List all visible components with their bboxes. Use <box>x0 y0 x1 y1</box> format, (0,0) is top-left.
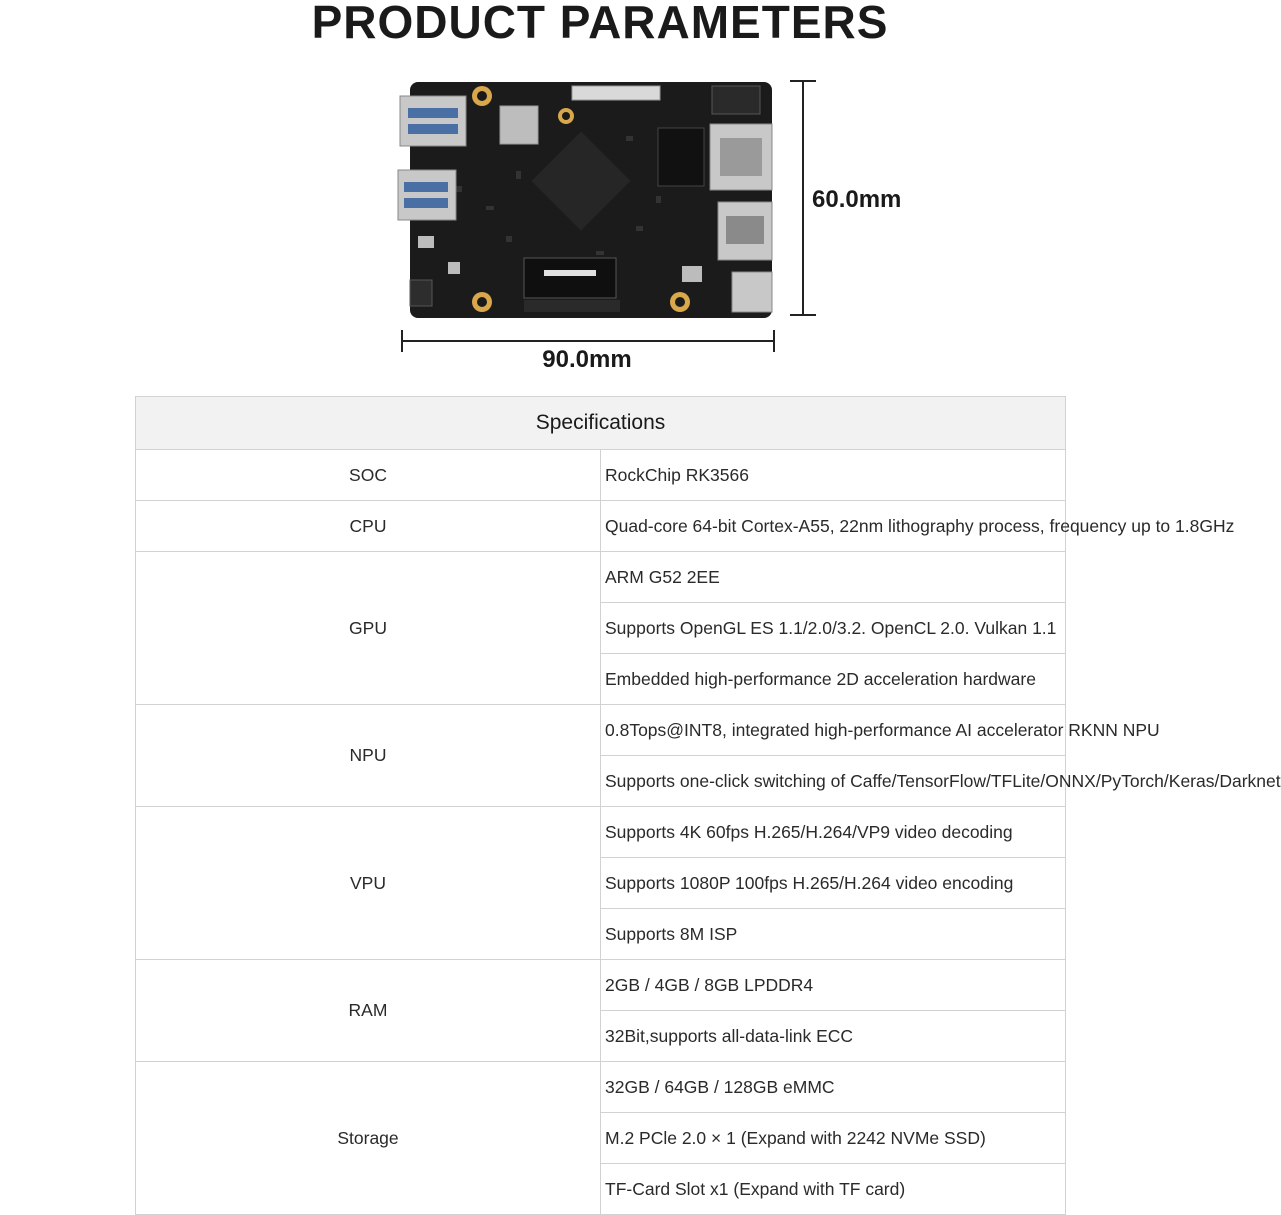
spec-label-npu: NPU <box>136 705 601 807</box>
spec-value: M.2 PCle 2.0 × 1 (Expand with 2242 NVMe SSD) <box>601 1113 1066 1164</box>
board-image <box>396 76 780 324</box>
usb-port-bottom <box>398 170 456 220</box>
spec-label-soc: SOC <box>136 450 601 501</box>
soc-chip <box>658 128 704 186</box>
table-row <box>136 1062 1066 1113</box>
table-row <box>136 552 1066 603</box>
spec-value: Supports 1080P 100fps H.265/H.264 video encoding <box>601 858 1066 909</box>
table-row <box>136 705 1066 756</box>
specifications-table <box>135 396 1281 1215</box>
spec-value: RockChip RK3566 <box>601 450 1066 501</box>
page-title: PRODUCT PARAMETERS <box>311 0 889 48</box>
usb-port-top <box>400 96 466 146</box>
spec-label-ram: RAM <box>136 960 601 1062</box>
spec-value: Supports one-click switching of Caffe/TensorFlow/TFLite/ONNX/PyTorch/Keras/Darknet <box>601 756 1066 807</box>
table-row <box>136 450 1066 501</box>
spec-value: TF-Card Slot x1 (Expand with TF card) <box>601 1164 1066 1215</box>
spec-value: ARM G52 2EE <box>601 552 1066 603</box>
product-image-area <box>0 0 1200 390</box>
fpc-connector <box>572 86 660 100</box>
spec-value: 0.8Tops@INT8, integrated high-performance AI accelerator RKNN NPU <box>601 705 1066 756</box>
width-dimension-label: 90.0mm <box>542 346 632 373</box>
spec-label-gpu: GPU <box>136 552 601 705</box>
spec-value: Supports OpenGL ES 1.1/2.0/3.2. OpenCL 2.0. Vulkan 1.1 <box>601 603 1066 654</box>
wifi-module <box>500 106 538 144</box>
spec-value: Supports 4K 60fps H.265/H.264/VP9 video decoding <box>601 807 1066 858</box>
spec-label-cpu: CPU <box>136 501 601 552</box>
table-header: Specifications <box>136 397 1066 450</box>
spec-value: Quad-core 64-bit Cortex-A55, 22nm lithography process, frequency up to 1.8GHz <box>601 501 1066 552</box>
table-row <box>136 501 1066 552</box>
spec-label-vpu: VPU <box>136 807 601 960</box>
gpio-header <box>524 300 620 312</box>
table-row <box>136 807 1066 858</box>
table-row <box>136 960 1066 1011</box>
spec-value: 32Bit,supports all-data-link ECC <box>601 1011 1066 1062</box>
height-dimension-label: 60.0mm <box>812 186 902 213</box>
spec-label-storage: Storage <box>136 1062 601 1215</box>
m2-slot <box>524 258 616 298</box>
spec-value: Supports 8M ISP <box>601 909 1066 960</box>
spec-value: 2GB / 4GB / 8GB LPDDR4 <box>601 960 1066 1011</box>
spec-value: 32GB / 64GB / 128GB eMMC <box>601 1062 1066 1113</box>
audio-jack <box>712 86 760 114</box>
usbc-port <box>732 272 772 312</box>
spec-value: Embedded high-performance 2D acceleration hardware <box>601 654 1066 705</box>
table-body <box>136 450 1281 1215</box>
